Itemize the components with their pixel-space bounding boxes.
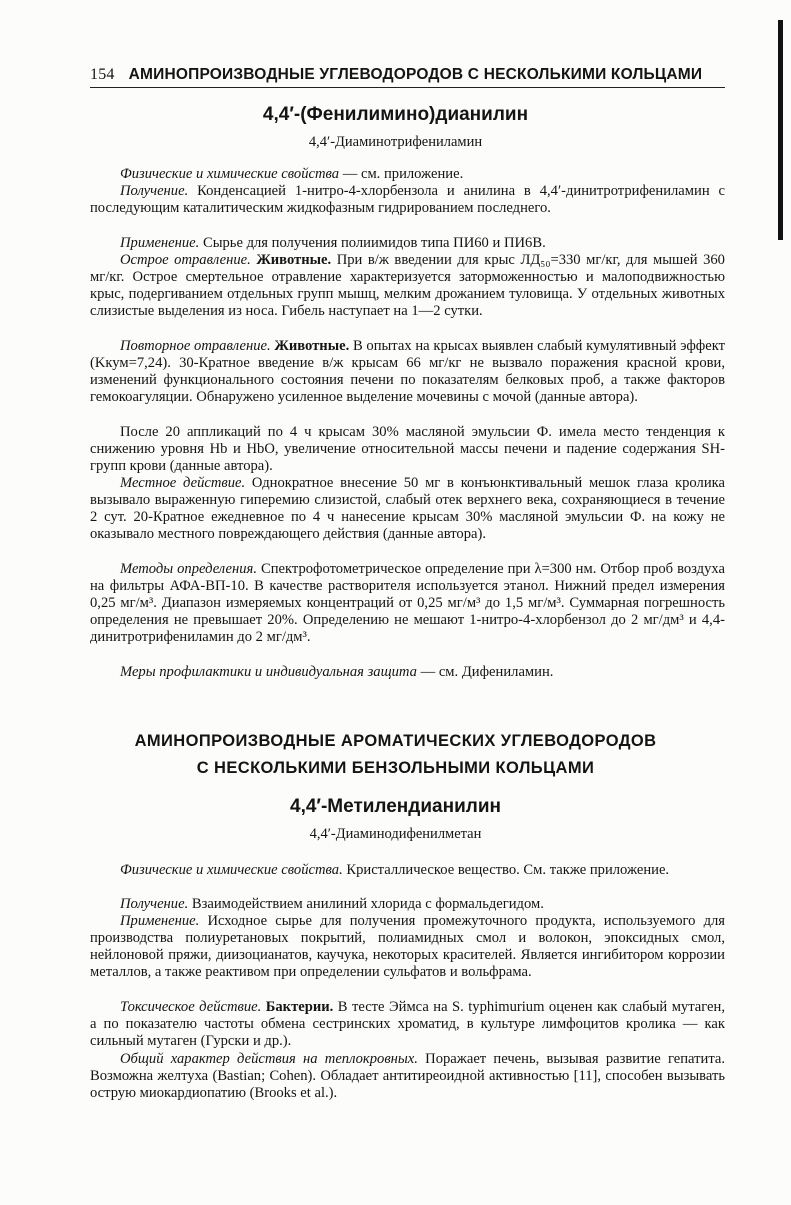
paragraph-label: Повторное отравление. bbox=[120, 338, 271, 354]
running-title: АМИНОПРОИЗВОДНЫЕ УГЛЕВОДОРОДОВ С НЕСКОЛЬКИМИ КОЛЬЦАМИ bbox=[128, 66, 703, 83]
paragraph-text: Однократное внесение 50 мг в конъюнктивальный мешок глаза кролика вызывало выраженную гиперемию слизистой, слабый отек верхнего века, сохраняющиеся в течение 2 сут. 20-Кратное ежедневное по 4 ч нанесение крысам 30% масляной эмульсии Ф. на кожу не оказывало местного повреждающего действия (данные автора). bbox=[90, 475, 725, 543]
compound2-synonym: 4,4′-Диаминодифенилметан bbox=[309, 826, 482, 842]
paragraph-text: После 20 аппликаций по 4 ч крысам 30% масляной эмульсии Ф. имела место тенденция к снижению уровня Hb и HbO, увеличение относительной массы печени и падение содержания SH-групп крови (данные автора). bbox=[90, 424, 725, 475]
paragraph-label: Методы определения. bbox=[120, 561, 257, 577]
paragraph-text: Кристаллическое вещество. См. также приложение. bbox=[342, 862, 670, 878]
compound1-paragraph-repeated-poisoning bbox=[90, 338, 725, 406]
paragraph-label: Местное действие. bbox=[120, 475, 246, 491]
paragraph-text: — см. Дифениламин. bbox=[416, 664, 554, 680]
paragraph-label: Острое отравление. bbox=[120, 252, 251, 268]
paragraph-label: Физические и химические свойства bbox=[120, 166, 340, 182]
paragraph-label: Общий характер действия на теплокровных. bbox=[120, 1051, 418, 1067]
section-heading-line1: АМИНОПРОИЗВОДНЫЕ АРОМАТИЧЕСКИХ УГЛЕВОДОРОДОВ bbox=[134, 732, 657, 750]
paragraph-label: Применение. bbox=[120, 913, 200, 929]
compound1-paragraph-properties bbox=[90, 166, 725, 183]
running-header bbox=[90, 66, 725, 88]
compound1-paragraph-protection bbox=[90, 664, 725, 681]
paragraph-label: Токсическое действие. bbox=[120, 999, 262, 1015]
paragraph-label: Физические и химические свойства. bbox=[120, 862, 343, 878]
paragraph-label: Получение. bbox=[120, 896, 189, 912]
compound1-paragraph-local-action bbox=[90, 475, 725, 543]
compound1-paragraph-production bbox=[90, 183, 725, 217]
paragraph-text: Конденсацией 1-нитро-4-хлорбензола и анилина в 4,4′-динитротрифениламин с последующим каталитическим жидкофазным гидрированием последнего. bbox=[90, 183, 725, 217]
compound1-paragraph-application bbox=[90, 235, 725, 252]
paragraph-text: — см. приложение. bbox=[339, 166, 464, 182]
compound1-title: 4,4′-(Фенилимино)дианилин bbox=[262, 104, 529, 125]
compound2-paragraph-application bbox=[90, 913, 725, 981]
compound1-paragraph-methods bbox=[90, 561, 725, 646]
compound2-paragraph-properties bbox=[90, 862, 725, 879]
paragraph-subject: Животные. bbox=[270, 338, 350, 354]
paragraph-label: Меры профилактики и индивидуальная защита bbox=[120, 664, 417, 680]
paragraph-label: Применение. bbox=[120, 235, 200, 251]
paragraph-text: В тесте Эймса на S. typhimurium оценен как слабый мутаген, а по показателю частоты обмена сестринских хроматид, в культуре лимфоцитов кролика — как сильный мутаген (Гурски и др.). bbox=[90, 999, 725, 1050]
paragraph-text: Сырье для получения полиимидов типа ПИ60 и ПИ6В. bbox=[199, 235, 546, 251]
paragraph-text: При в/ж введении для крыс ЛД₅₀=330 мг/кг, для мышей 360 мг/кг. Острое смертельное отравление характеризуется заторможенностью и малоподвижностью крыс, подергиванием отдельных групп мышц, мелким дрожанием туловища. У отдельных животных слизистые выделения из носа. Гибель наступает на 1—2 сутки. bbox=[90, 252, 725, 320]
compound1-synonym: 4,4′-Диаминотрифениламин bbox=[308, 134, 483, 150]
compound2-paragraph-toxic-action bbox=[90, 999, 725, 1050]
paragraph-label: Получение. bbox=[120, 183, 189, 199]
section-heading-line2: С НЕСКОЛЬКИМИ БЕНЗОЛЬНЫМИ КОЛЬЦАМИ bbox=[196, 759, 595, 777]
paragraph-text: Поражает печень, вызывая развитие гепатита. Возможна желтуха (Bastian; Cohen). Обладает антитиреоидной активностью [11], способен вызывать острую миокардиопатию (Brooks et al.). bbox=[90, 1051, 725, 1102]
scan-edge-mark bbox=[778, 20, 783, 240]
compound2-paragraph-general-action bbox=[90, 1051, 725, 1102]
paragraph-text: Исходное сырье для получения промежуточного продукта, используемого для производства полиуретановых покрытий, полиамидных смол и волокон, эпоксидных смол, нейлоновой пряжи, диизоцианатов, каучука, некоторых красителей. Является ингибитором коррозии металлов, а также реактивом при определении сульфатов и вольфрама. bbox=[90, 913, 725, 981]
paragraph-text: Взаимодействием анилиний хлорида с формальдегидом. bbox=[188, 896, 544, 912]
compound1-paragraph-acute-poisoning bbox=[90, 252, 725, 320]
page-number: 154 bbox=[90, 66, 115, 83]
paragraph-subject: Бактерии. bbox=[261, 999, 334, 1015]
compound2-title: 4,4′-Метилендианилин bbox=[290, 796, 501, 817]
compound2-paragraph-production bbox=[90, 896, 725, 913]
compound1-paragraph-applications bbox=[90, 424, 725, 475]
paragraph-text: Спектрофотометрическое определение при λ=300 нм. Отбор проб воздуха на фильтры АФА-ВП-10. В качестве растворителя используется этанол. Нижний предел измерения 0,25 мг/м³. Диапазон измеряемых концентраций от 0,25 мг/м³ до 1,5 мг/м³. Суммарная погрешность определения не превышает 20%. Определению не мешают 1-нитро-4-хлорбензол до 2 мг/дм³ и 4,4-динитротрифениламин до 2 мг/дм³. bbox=[90, 561, 725, 646]
paragraph-text: В опытах на крысах выявлен слабый кумулятивный эффект (Kкум=7,24). 30-Кратное введение в/ж крысам 66 мг/кг не вызвало поражения красной крови, изменений функционального состояния печени по показателям белковых проб, а также факторов гемокоагуляции. Обнаружено усиленное выделение мочевины с мочой (данные автора). bbox=[90, 338, 725, 406]
paragraph-subject: Животные. bbox=[250, 252, 332, 268]
